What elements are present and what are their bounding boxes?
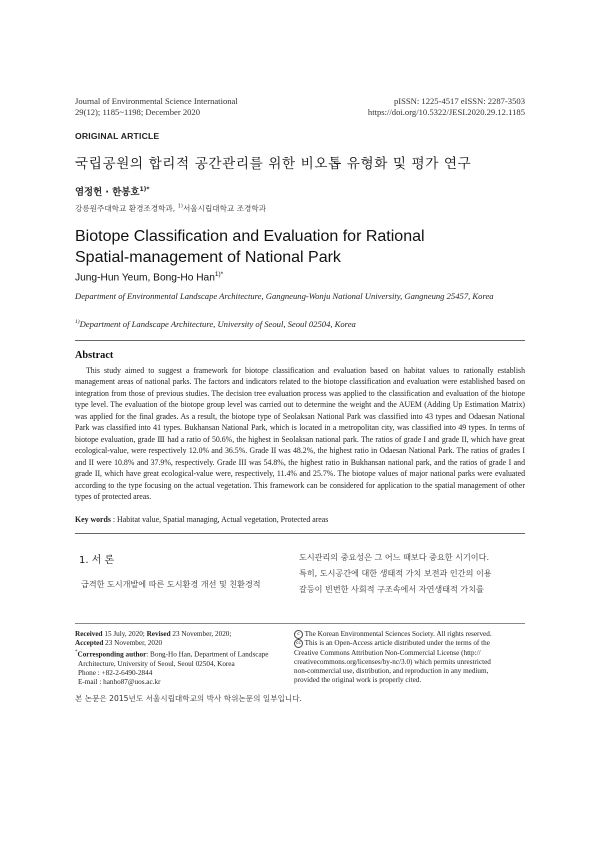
korean-affiliation: [75, 203, 266, 214]
abstract-heading: Abstract: [75, 350, 114, 361]
keywords-label: Key words: [75, 515, 111, 524]
copyright-icon: c: [294, 630, 303, 639]
corresponding-address: Architecture, University of Seoul, Seoul 02504, Korea: [78, 659, 235, 668]
intro-right-line: 도시관리의 중요성은 그 어느 때보다 중요한 시기이다.: [299, 552, 490, 562]
english-author-names: Jung-Hun Yeum, Bong-Ho Han: [75, 272, 215, 284]
license-link[interactable]: creativecommons.org/licenses/by-nc/3.0) which permits unrestricted: [294, 657, 491, 666]
email[interactable]: E-mail : hanho87@uos.ac.kr: [78, 677, 161, 686]
corresponding-sup: *: [75, 650, 78, 656]
english-title-line-1: Biotope Classification and Evaluation for Rational: [75, 228, 425, 245]
keywords: [75, 515, 525, 524]
korean-affiliation-sup: 1): [177, 203, 183, 210]
english-title-line-2: Spatial-management of National Park: [75, 249, 341, 266]
journal-name: Journal of Environmental Science International: [75, 96, 238, 106]
intro-right-column: [299, 550, 525, 597]
copyright-line: [294, 630, 501, 639]
korean-author-names: 염정헌 · 한봉호: [75, 187, 140, 198]
thesis-note: 본 논문은 2015년도 서울시립대학교의 박사 학위논문의 일부입니다.: [75, 694, 302, 703]
article-type: ORIGINAL ARTICLE: [75, 131, 160, 141]
keywords-text: : Habitat value, Spatial managing, Actual vegetation, Protected areas: [110, 515, 329, 524]
corresponding-line: [75, 648, 287, 659]
received-date: 15 July, 2020;: [102, 630, 147, 638]
korean-authors: [75, 184, 150, 198]
accepted-line: [75, 639, 287, 648]
received-line: [75, 630, 287, 639]
journal-header-left: [75, 96, 238, 118]
divider-bottom: [75, 533, 525, 534]
revised-label: Revised: [146, 630, 171, 638]
doi-link[interactable]: https://doi.org/10.5322/JESI.2020.29.12.1185: [367, 107, 525, 117]
korean-affiliation-1: 강릉원주대학교 환경조경학과,: [75, 204, 178, 213]
section-heading-introduction: 1. 서 론: [79, 555, 115, 566]
issn: pISSN: 1225-4517 eISSN: 2287-3503: [393, 96, 525, 106]
english-author-sup: 1)*: [214, 271, 224, 278]
phone: Phone : +82-2-6490-2844: [78, 668, 153, 677]
intro-right-line: 갈등이 빈번한 사회적 구조속에서 자연생태적 가치를: [299, 583, 484, 594]
journal-header-right: [368, 96, 525, 118]
open-access-text: provided the original work is properly cited.: [294, 675, 422, 684]
revised-date: 23 November, 2020;: [170, 630, 232, 638]
english-authors: [75, 271, 223, 283]
english-affiliation-2: [75, 316, 525, 330]
intro-left-line: 급격한 도시개발에 따른 도시환경 개선 및 친환경적: [81, 579, 261, 589]
english-affiliation-2-sup: 1): [75, 319, 80, 325]
intro-right-line: 특히, 도시공간에 대한 생태적 가치 보전과 인간의 이용: [299, 567, 492, 578]
received-label: Received: [75, 630, 103, 638]
korean-title: 국립공원의 합리적 공간관리를 위한 비오톱 유형화 및 평가 연구: [75, 156, 472, 172]
accepted-date: 23 November, 2020: [103, 639, 163, 648]
korean-affiliation-2: 서울시립대학교 조경학과: [182, 204, 267, 213]
english-affiliation-2-text: Department of Landscape Architecture, University of Seoul, Seoul 02504, Korea: [79, 318, 356, 329]
footnote-divider: [75, 623, 525, 624]
english-title: [75, 226, 495, 268]
corresponding-label: Corresponding author: [77, 650, 147, 659]
english-affiliation-1: Department of Environmental Landscape Architecture, Gangneung-Wonju National University, Gangneung 25457, Korea: [75, 291, 494, 301]
open-access-text: non-commercial use, distribution, and reproduction in any medium,: [294, 666, 489, 675]
copyright-text: The Korean Environmental Sciences Society. All rights reserved.: [303, 630, 492, 639]
open-access-line: [294, 639, 501, 648]
footnote-left: [75, 630, 287, 687]
open-access-text: This is an Open-Access article distributed under the terms of the: [303, 639, 490, 648]
footnote-right: [294, 630, 501, 685]
accepted-label: Accepted: [75, 639, 104, 648]
open-access-text: Creative Commons Attribution Non-Commercial License (http://: [294, 648, 481, 657]
corresponding-text: : Bong-Ho Han, Department of Landscape: [146, 650, 269, 659]
korean-author-sup: 1)*: [139, 185, 150, 193]
divider-top: [75, 340, 525, 341]
abstract-body: This study aimed to suggest a framework for biotope classification and evaluation based on habitat values to rationally establish management areas of national parks. The factors and indicators related to the biotope classification and evaluation were established based on integration from those of previous studies. The decision tree evaluation process was applied to the classification and evaluation of the biotope type level. The evaluation of the biotope group level was carried out to determine the weight and the AUEM (Adding Up Estimation Matrix) was applied for the final grades. As a result, the biotope type of Seolaksan National Park was classified into 43 types and Odaesan National Park was classified into 41 types. Bukhansan National Park, which is located in a metropolitan city, was classified into 49 types. In terms of biotope evaluation, grade Ⅲ had a ratio of 50.6%, the highest in Seolaksan national park. The ratios of grade I and grade II, which have great ecological-value, were respectively 12.0% and 36.5%. Grade II was 48.2%, the highest ratio in Odaesan National Park. The ratios of grades I and II were 10.8% and 37.9%, respectively. Grade III was 54.8%, the highest ratio in Bukhansan national park, and the ratios of grade I and grade II, which have great ecological-value were, respectively, 11.4% and 25.7%. The biotope values of major national parks were evaluated according to the type focusing on the actual vegetation. This framework can be considered for application to the spatial management of other types of protected areas.: [75, 366, 525, 501]
journal-issue: 29(12); 1185~1198; December 2020: [75, 107, 201, 117]
creative-commons-icon: cc: [294, 639, 303, 648]
